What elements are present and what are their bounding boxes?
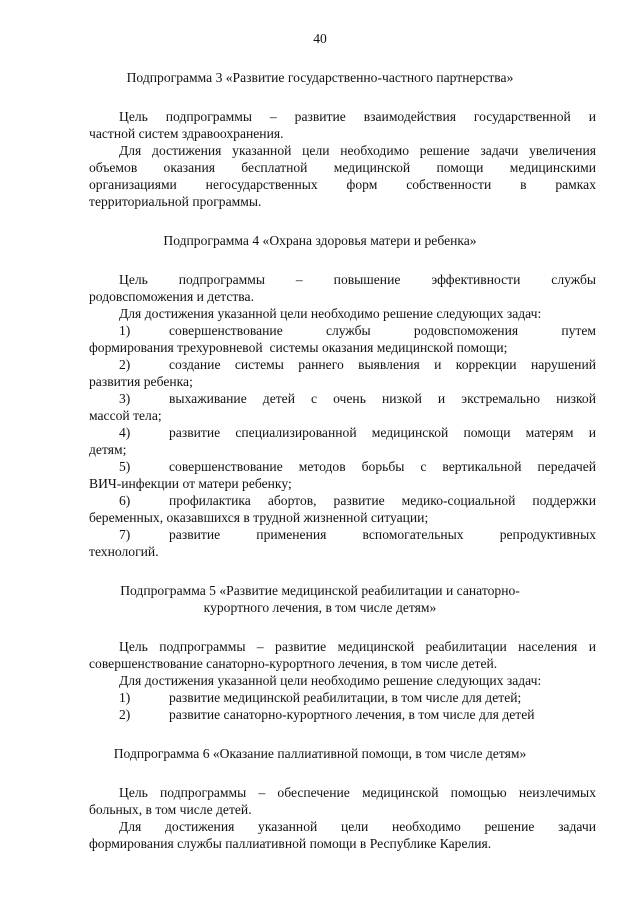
task-text: профилактика абортов, развитие медико-социальной поддержки: [169, 493, 596, 508]
subprogram-3-task-line: Для достижения указанной цели необходимо решение задачи увеличения: [119, 143, 596, 158]
task-text: развитие санаторно-курортного лечения, в том числе для детей: [169, 707, 535, 722]
subprogram-3-goal-line: Цель подпрограммы – развитие взаимодействия государственной и: [119, 109, 596, 124]
subprogram-6-task-line: формирования службы паллиативной помощи в Республике Карелия.: [89, 836, 492, 851]
subprogram-5-title: курортного лечения, в том числе детям»: [203, 600, 437, 615]
subprogram-4-goal-line: Цель подпрограммы – повышение эффективности службы: [119, 272, 596, 287]
task-item-continuation: детям;: [89, 442, 127, 457]
task-item-continuation: ВИЧ-инфекции от матери ребенку;: [89, 476, 292, 491]
task-number: 4): [119, 425, 131, 440]
task-item: [119, 322, 596, 339]
task-item: [119, 458, 596, 475]
task-number: 1): [119, 690, 131, 705]
task-item: [119, 526, 596, 543]
subprogram-6-title: Подпрограмма 6 «Оказание паллиативной помощи, в том числе детям»: [113, 746, 527, 761]
task-item: [119, 390, 596, 407]
task-text: развитие медицинской реабилитации, в том числе для детей;: [169, 690, 522, 705]
task-item: [119, 689, 596, 706]
subprogram-3-task-line: территориальной программы.: [89, 194, 262, 209]
task-number: 2): [119, 357, 131, 372]
task-text: выхаживание детей с очень низкой и экстремально низкой: [169, 391, 596, 406]
subprogram-5-goal-line: Цель подпрограммы – развитие медицинской реабилитации населения и: [119, 639, 596, 654]
task-number: 3): [119, 391, 131, 406]
task-number: 1): [119, 323, 131, 338]
task-item: [119, 492, 596, 509]
task-text: развитие специализированной медицинской помощи матерям и: [169, 425, 596, 440]
subprogram-6-goal-line: Цель подпрограммы – обеспечение медицинской помощью неизлечимых: [119, 785, 596, 800]
subprogram-4-title: Подпрограмма 4 «Охрана здоровья матери и ребенка»: [163, 233, 477, 248]
subprogram-3-task-line: организациями негосударственных форм собственности в рамках: [89, 177, 596, 192]
subprogram-3-task-line: объемов оказания бесплатной медицинской помощи медицинскими: [89, 160, 596, 175]
task-text: создание системы раннего выявления и коррекции нарушений: [169, 357, 596, 372]
subprogram-5-tasks-intro: Для достижения указанной цели необходимо решение следующих задач:: [119, 673, 542, 688]
task-number: 5): [119, 459, 131, 474]
task-text: совершенствование службы родовспоможения путем: [169, 323, 596, 338]
task-item-continuation: массой тела;: [89, 408, 162, 423]
page-number: 40: [313, 31, 327, 46]
subprogram-6-goal-line: больных, в том числе детей.: [89, 802, 252, 817]
subprogram-6-task-line: Для достижения указанной цели необходимо решение задачи: [119, 819, 596, 834]
task-item-continuation: беременных, оказавшихся в трудной жизненной ситуации;: [89, 510, 429, 525]
subprogram-3-goal-line: частной систем здравоохранения.: [89, 126, 284, 141]
task-number: 6): [119, 493, 131, 508]
task-item: [119, 424, 596, 441]
subprogram-3-title: Подпрограмма 3 «Развитие государственно-частного партнерства»: [126, 70, 514, 85]
subprogram-4-tasks-intro: Для достижения указанной цели необходимо решение следующих задач:: [119, 306, 542, 321]
subprogram-5-goal-line: совершенствование санаторно-курортного лечения, в том числе детей.: [89, 656, 498, 671]
task-number: 2): [119, 707, 131, 722]
task-item-continuation: развития ребенка;: [89, 374, 193, 389]
task-text: развитие применения вспомогательных репродуктивных: [169, 527, 596, 542]
task-item: [119, 356, 596, 373]
subprogram-4-goal-line: родовспоможения и детства.: [89, 289, 254, 304]
task-text: совершенствование методов борьбы с вертикальной передачей: [169, 459, 596, 474]
task-item-continuation: технологий.: [89, 544, 159, 559]
subprogram-5-title: Подпрограмма 5 «Развитие медицинской реабилитации и санаторно-: [120, 583, 520, 598]
task-item-continuation: формирования трехуровневой системы оказания медицинской помощи;: [89, 340, 508, 355]
task-number: 7): [119, 527, 131, 542]
task-item: [119, 706, 596, 723]
